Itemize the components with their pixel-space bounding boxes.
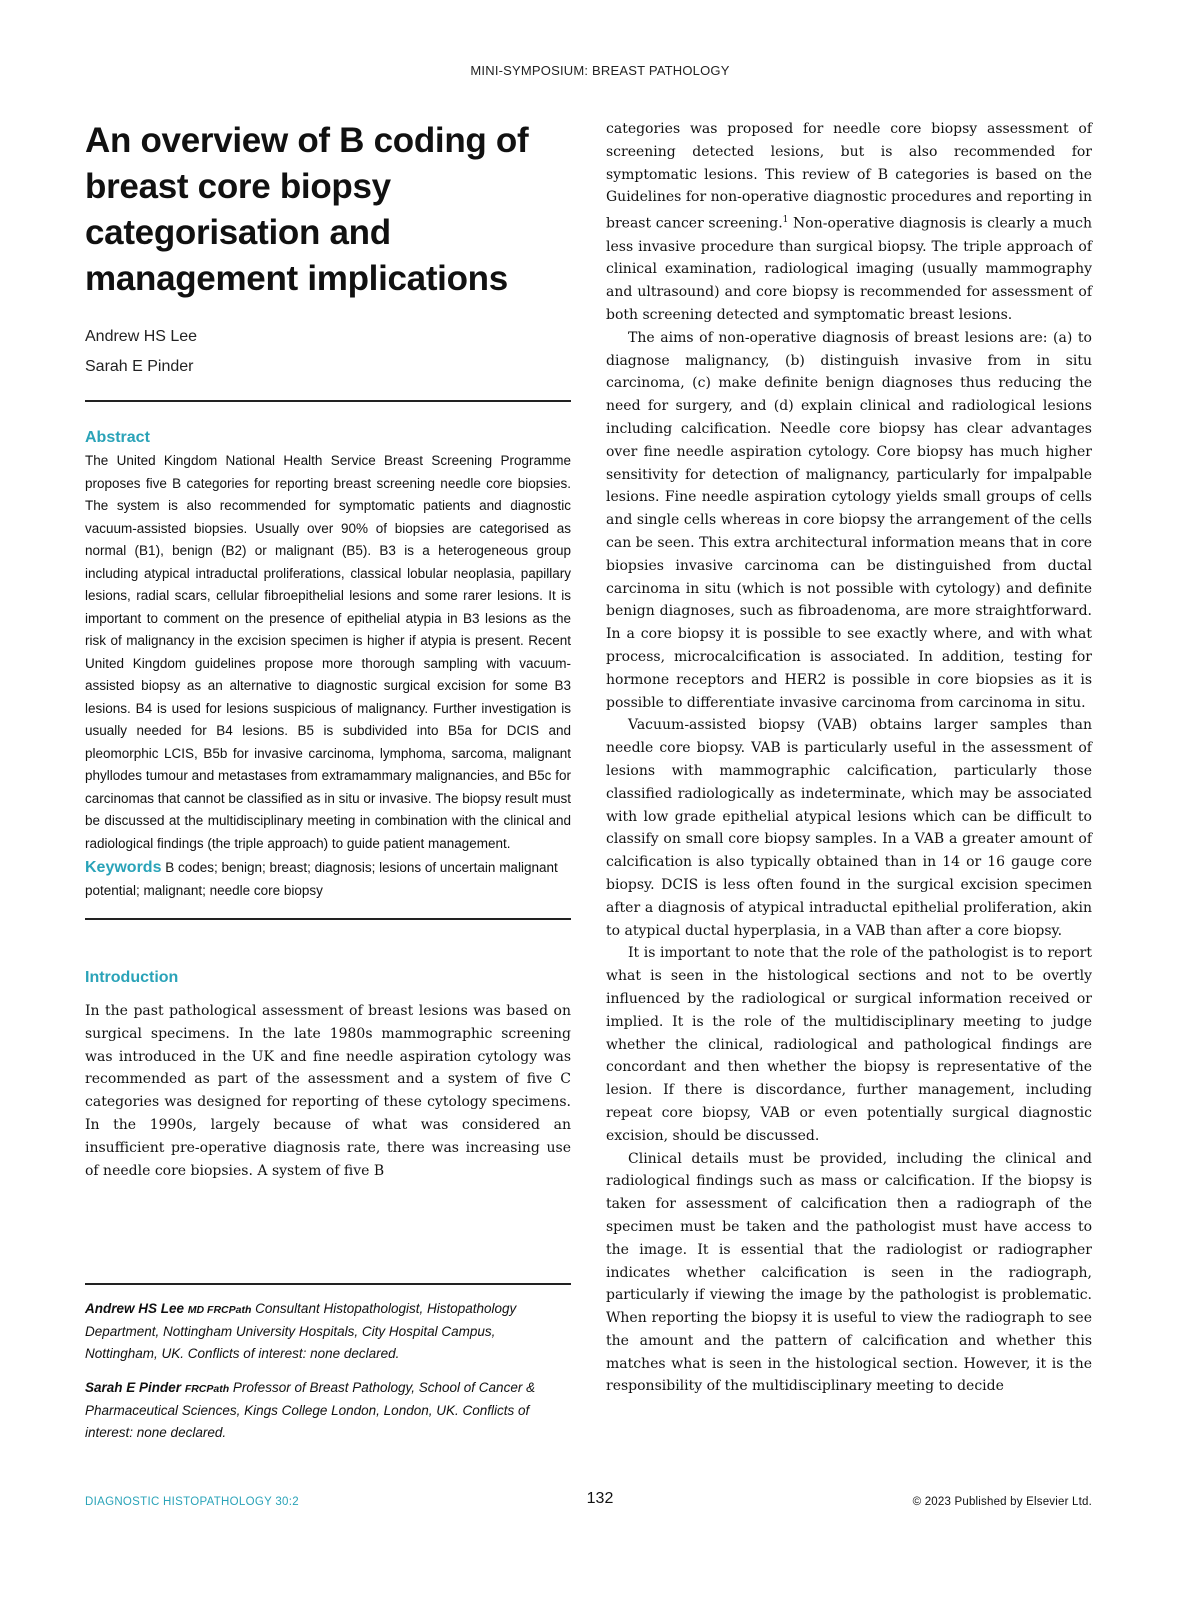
running-header: MINI-SYMPOSIUM: BREAST PATHOLOGY	[470, 63, 730, 78]
keywords-text: B codes; benign; breast; diagnosis; lesions of uncertain malignant potential; malignant; needle core biopsy	[85, 860, 558, 898]
left-column	[85, 118, 571, 1182]
right-column	[606, 118, 1092, 1398]
body-paragraph: Vacuum-assisted biopsy (VAB) obtains larger samples than needle core biopsy. VAB is particularly useful in the assessment of lesions with mammographic calcification, particularly those classified radiologically as indeterminate, which may be associated with low grade epithelial atypical lesions which can be difficult to classify on small core biopsy samples. In a VAB a greater amount of calcification is also typically obtained than in 14 or 16 gauge core biopsy. DCIS is less often found in the surgical excision specimen after a diagnosis of atypical intraductal epithelial proliferation, akin to atypical ductal hyperplasia, in a VAB than after a core biopsy.	[606, 717, 1092, 939]
divider-rule	[85, 918, 571, 920]
body-paragraph	[606, 118, 1092, 327]
body-paragraph: Clinical details must be provided, including the clinical and radiological findings such as mass or calcification. If the biopsy is taken for assessment of calcification then a radiograph of the specimen must be taken and the pathologist must have access to the image. It is essential that the radiologist or radiographer indicates whether calcification is seen in the radiograph, particularly if viewing the image by the pathologist is problematic. When reporting the biopsy it is useful to view the radiograph to see the amount and the pattern of calcification and whether this matches what is seen in the histological section. However, it is the responsibility of the multidisciplinary meeting to decide	[606, 1150, 1092, 1395]
author-2: Sarah E Pinder	[85, 358, 194, 375]
keywords-line	[85, 857, 571, 902]
abstract-heading: Abstract	[85, 429, 150, 446]
keywords-label: Keywords	[85, 859, 162, 876]
page-number: 132	[586, 1490, 614, 1507]
affiliations-divider	[85, 1283, 571, 1285]
introduction-paragraph: In the past pathological assessment of breast lesions was based on surgical specimens. In the late 1980s mammographic screening was introduced in the UK and fine needle aspiration cytology was recommended as part of the assessment and a system of five C categories was designed for reporting of these cytology specimens. In the 1990s, largely because of what was considered an insufficient pre-operative diagnosis rate, there was increasing use of needle core biopsies. A system of five B	[85, 1003, 571, 1179]
citation-reference[interactable]: 1	[782, 215, 789, 226]
body-paragraph: The aims of non-operative diagnosis of breast lesions are: (a) to diagnose malignancy, (b) distinguish invasive from in situ carcinoma, (c) make definite benign diagnoses thus reducing the need for surgery, and (d) explain clinical and radiological lesions including calcification. Needle core biopsy has clear advantages over fine needle aspiration cytology. Core biopsy has much higher sensitivity for detection of malignancy, particularly for impalpable lesions. Fine needle aspiration cytology yields small groups of cells and single cells whereas in core biopsy the arrangement of the cells can be seen. This extra architectural information means that in core biopsies invasive carcinoma can be distinguished from ductal carcinoma in situ (which is not possible with cytology) and definite benign diagnoses, such as fibroadenoma, are more straightforward. In a core biopsy it is possible to see exactly where, and with what process, microcalcification is associated. In addition, testing for hormone receptors and HER2 is possible in core biopsies as it is possible to differentiate invasive carcinoma from carcinoma in situ.	[606, 329, 1092, 711]
divider-rule	[85, 400, 571, 402]
author-affiliations	[85, 1298, 571, 1456]
introduction-heading: Introduction	[85, 969, 179, 986]
footer-journal-name: DIAGNOSTIC HISTOPATHOLOGY 30:2	[85, 1496, 299, 1508]
article-title: An overview of B coding of breast core biopsy categorisation and management implications	[85, 121, 529, 298]
abstract-text: The United Kingdom National Health Service Breast Screening Programme proposes five B categories for reporting breast screening needle core biopsies. The system is also recommended for symptomatic patients and diagnostic vacuum-assisted biopsies. Usually over 90% of biopsies are categorised as normal (B1), benign (B2) or malignant (B5). B3 is a heterogeneous group including atypical intraductal proliferations, classical lobular neoplasia, papillary lesions, radial scars, cellular fibroepithelial lesions and some rarer lesions. It is important to comment on the presence of epithelial atypia in B3 lesions as the risk of malignancy in the excision specimen is higher if atypia is present. Recent United Kingdom guidelines propose more thorough sampling with vacuum-assisted biopsy as an alternative to diagnostic surgical excision for some B3 lesions. B4 is used for lesions suspicious of malignancy. Further investigation is usually needed for B4 lesions. B5 is subdivided into B5a for DCIS and pleomorphic LCIS, B5b for invasive carcinoma, lymphoma, sarcoma, malignant phyllodes tumour and metastases from extramammary malignancies, and B5c for carcinomas that cannot be classified as in situ or invasive. The biopsy result must be discussed at the multidisciplinary meeting in combination with the clinical and radiological findings (the triple approach) to guide patient management.	[85, 453, 571, 851]
author-1: Andrew HS Lee	[85, 328, 198, 345]
affiliation-credentials: FRCPath	[184, 1383, 230, 1395]
affiliation-name: Andrew HS Lee	[85, 1301, 185, 1316]
affiliation-credentials: MD FRCPath	[187, 1304, 252, 1316]
affiliation-name: Sarah E Pinder	[85, 1380, 182, 1395]
footer-copyright: © 2023 Published by Elsevier Ltd.	[912, 1496, 1092, 1508]
affiliation-2	[85, 1377, 571, 1444]
body-paragraph: It is important to note that the role of the pathologist is to report what is seen in the histological sections and not to be overtly influenced by the radiological or surgical information received or implied. It is the role of the multidisciplinary meeting to judge whether the clinical, radiological and pathological findings are concordant and then whether the biopsy is representative of the lesion. If there is discordance, further management, including repeat core biopsy, VAB or even potentially surgical diagnostic excision, should be discussed.	[606, 945, 1092, 1144]
affiliation-1	[85, 1298, 571, 1365]
paragraph-text: Non-operative diagnosis is clearly a much less invasive procedure than surgical biopsy. The triple approach of clinical examination, radiological imaging (usually mammography and ultrasound) and core biopsy is recommended for assessment of both screening detected and symptomatic breast lesions.	[606, 215, 1092, 324]
affiliation-details: Consultant Histopathologist, Histopathology Department, Nottingham University Hospitals, City Hospital Campus, Nottingham, UK. Conflicts of interest: none declared.	[85, 1301, 517, 1361]
affiliation-details: Professor of Breast Pathology, School of Cancer & Pharmaceutical Sciences, Kings College London, London, UK. Conflicts of interest: none declared.	[85, 1380, 536, 1440]
paragraph-text: categories was proposed for needle core biopsy assessment of screening detected lesions, but is also recommended for symptomatic lesions. This review of B categories is based on the Guidelines for non-operative diagnostic procedures and reporting in breast cancer screening.	[606, 121, 1092, 232]
